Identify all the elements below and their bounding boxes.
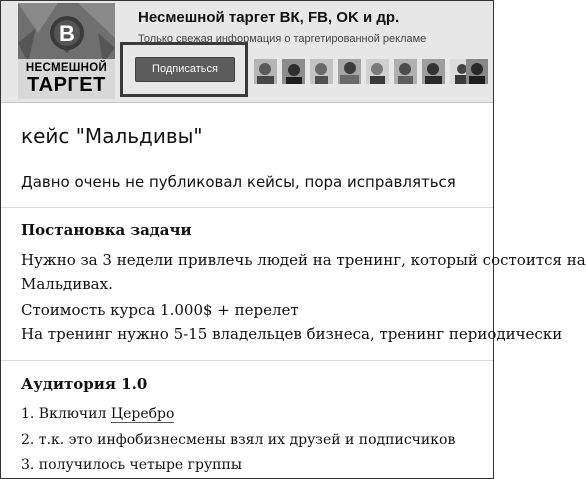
task-line-2: Мальдивах. bbox=[21, 275, 113, 293]
member-avatar[interactable] bbox=[366, 59, 389, 84]
member-avatar[interactable] bbox=[394, 59, 417, 84]
person-avatar-icon bbox=[394, 59, 417, 84]
member-avatar[interactable] bbox=[282, 59, 305, 84]
vk-badge-icon bbox=[18, 3, 115, 63]
audience-line-2: 2. т.к. это инфобизнесмены взял их друзей и подписчиков bbox=[21, 432, 456, 448]
article-title: кейс "Мальдивы" bbox=[21, 124, 203, 148]
logo-text-line1: НЕСМЕШНОЙ bbox=[25, 62, 108, 74]
person-avatar-icon bbox=[422, 59, 445, 84]
audience-line-1 bbox=[21, 406, 174, 423]
section-divider bbox=[1, 207, 493, 208]
logo-badge-letter: В bbox=[59, 21, 75, 46]
person-avatar-icon bbox=[310, 59, 333, 84]
section-divider bbox=[1, 360, 493, 361]
community-title[interactable]: Несмешной таргет ВК, FB, OK и др. bbox=[138, 9, 400, 26]
article-intro: Давно очень не публиковал кейсы, пора исправляться bbox=[21, 173, 456, 191]
person-avatar-icon bbox=[466, 59, 488, 84]
member-avatar[interactable] bbox=[338, 59, 361, 84]
community-header bbox=[1, 1, 493, 103]
person-avatar-icon bbox=[254, 59, 277, 84]
task-line-3: Стоимость курса 1.000$ + перелет bbox=[21, 301, 299, 319]
community-subtitle: Только свежая информация о таргетированной рекламе bbox=[138, 33, 427, 45]
cerebro-link[interactable]: Церебро bbox=[110, 406, 175, 422]
person-avatar-icon bbox=[366, 59, 389, 84]
person-avatar-icon bbox=[338, 59, 361, 84]
audience-line-3: 3. получилось четыре группы bbox=[21, 457, 242, 473]
member-avatar[interactable] bbox=[310, 59, 333, 84]
person-avatar-icon bbox=[282, 59, 305, 84]
audience-line-1-prefix: 1. Включил bbox=[21, 406, 111, 422]
member-avatar[interactable] bbox=[422, 59, 445, 84]
logo-text-line2: ТАРГЕТ bbox=[27, 74, 106, 96]
member-avatar[interactable] bbox=[466, 59, 488, 84]
community-logo[interactable] bbox=[18, 3, 115, 99]
section-heading-task: Постановка задачи bbox=[21, 221, 192, 239]
task-line-4: На тренинг нужно 5-15 владельцев бизнеса, тренинг периодически bbox=[21, 325, 563, 343]
member-avatar[interactable] bbox=[254, 59, 277, 84]
subscribe-button[interactable]: Подписаться bbox=[135, 57, 235, 82]
task-line-1: Нужно за 3 недели привлечь людей на тренинг, который состоится на bbox=[21, 251, 586, 269]
section-heading-audience: Аудитория 1.0 bbox=[21, 375, 148, 393]
